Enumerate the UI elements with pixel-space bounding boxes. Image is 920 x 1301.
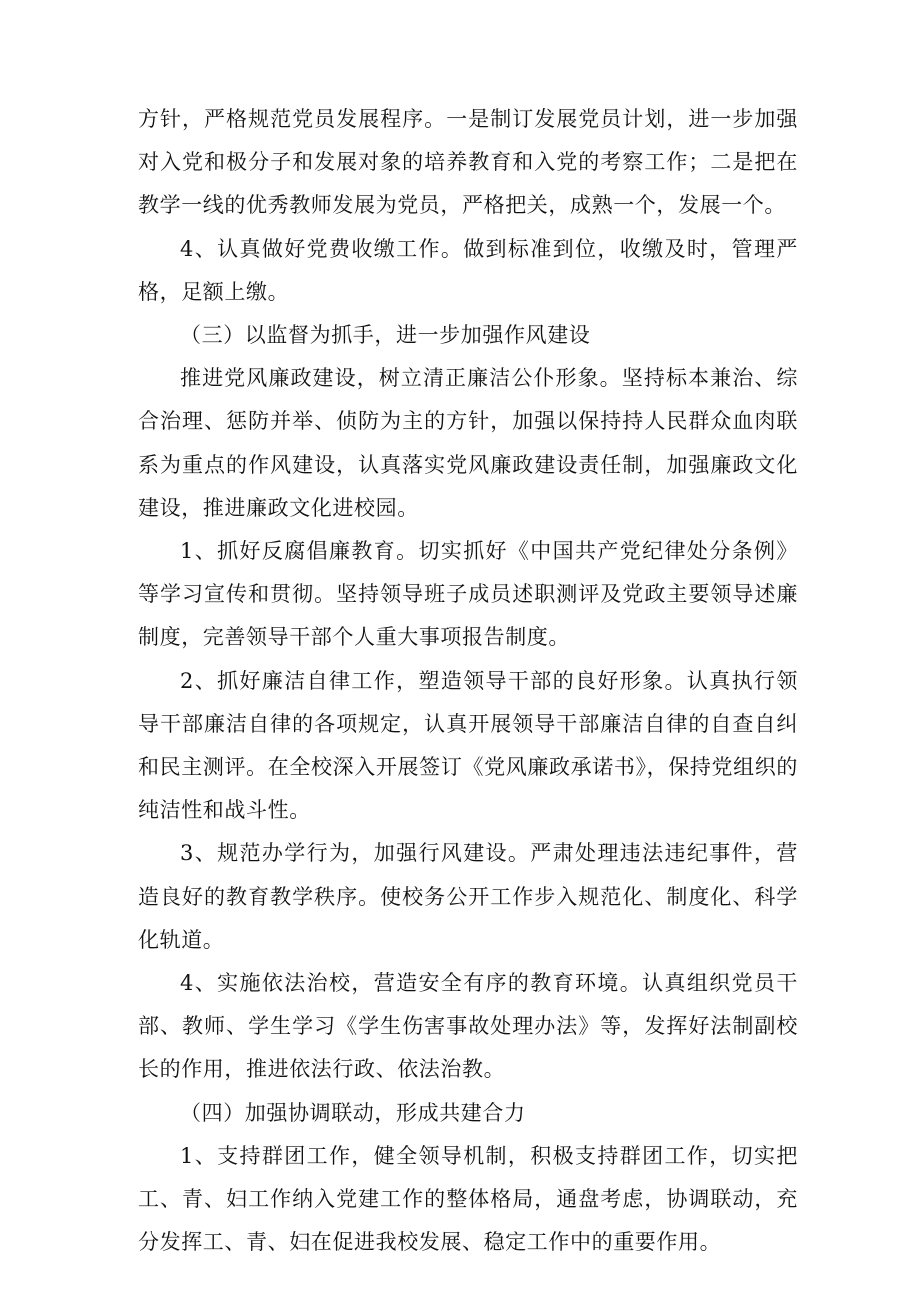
section-heading-coordination: （四）加强协调联动，形成共建合力 (180, 1100, 526, 1125)
paragraph-school-conduct: 3、规范办学行为，加强行风建设。严肃处理违法违纪事件，营造良好的教育教学秩序。使校务公开工作步入规范化、制度化、科学化轨道。 (138, 841, 798, 952)
document-page (138, 98, 798, 1264)
paragraph-rule-of-law: 4、实施依法治校，营造安全有序的教育环境。认真组织党员干部、教师、学生学习《学生伤害事故处理办法》等，发挥好法制副校长的作用，推进依法行政、依法治教。 (138, 971, 798, 1082)
paragraph-self-discipline: 2、抓好廉洁自律工作，塑造领导干部的良好形象。认真执行领导干部廉洁自律的各项规定，认真开展领导干部廉洁自律的自查自纠和民主测评。在全校深入开展签订《党风廉政承诺书》，保持党组织的纯洁性和战斗性。 (138, 668, 798, 823)
paragraph-party-dues: 4、认真做好党费收缴工作。做到标准到位，收缴及时，管理严格，足额上缴。 (138, 236, 798, 304)
paragraph-mass-organizations: 1、支持群团工作，健全领导机制，积极支持群团工作，切实把工、青、妇工作纳入党建工作的整体格局，通盘考虑，协调联动，充分发挥工、青、妇在促进我校发展、稳定工作中的重要作用。 (138, 1143, 798, 1255)
section-heading-supervision: （三）以监督为抓手，进一步加强作风建设 (180, 323, 591, 348)
paragraph-development-program: 方针，严格规范党员发展程序。一是制订发展党员计划，进一步加强对入党和极分子和发展对象的培养教育和入党的考察工作；二是把在教学一线的优秀教师发展为党员，严格把关，成熟一个，发展一个。 (138, 107, 798, 218)
paragraph-anti-corruption-education: 1、抓好反腐倡廉教育。切实抓好《中国共产党纪律处分条例》等学习宣传和贯彻。坚持领导班子成员述职测评及党政主要领导述廉制度，完善领导干部个人重大事项报告制度。 (138, 539, 798, 650)
paragraph-integrity-building: 推进党风廉政建设，树立清正廉洁公仆形象。坚持标本兼治、综合治理、惩防并举、侦防为主的方针，加强以保持持人民群众血肉联系为重点的作风建设，认真落实党风廉政建设责任制，加强廉政文化建设，推进廉政文化进校园。 (138, 366, 798, 520)
